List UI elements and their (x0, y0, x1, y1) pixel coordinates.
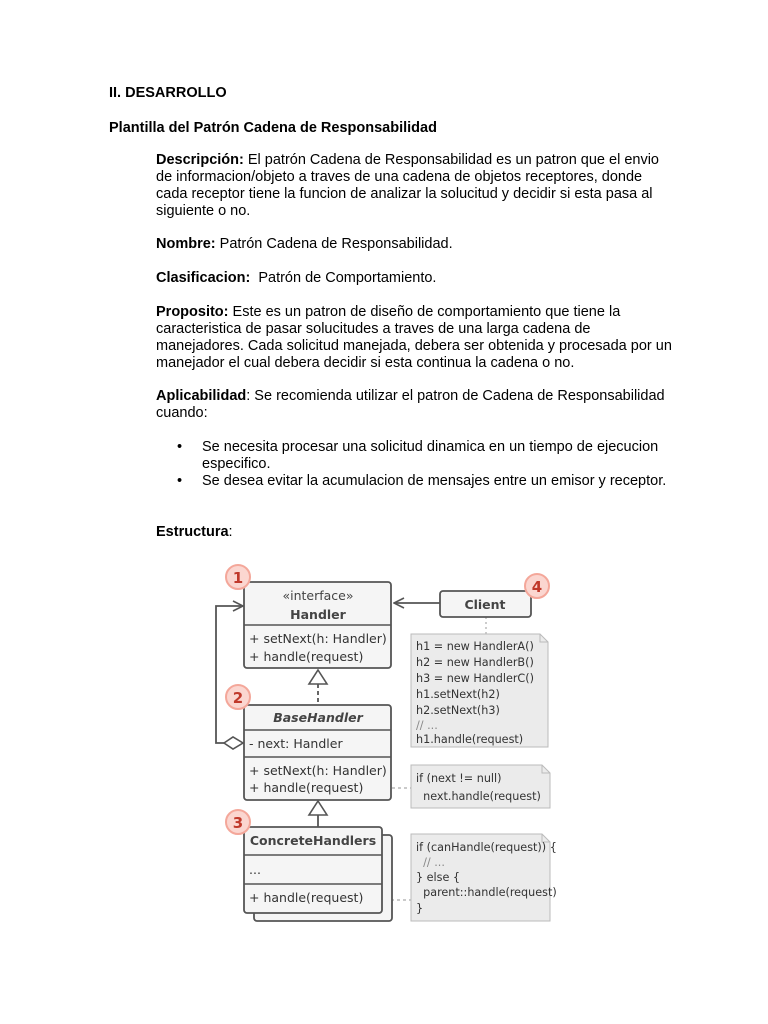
clasificacion-label: Clasificacion: (156, 270, 251, 286)
client-class (440, 591, 531, 617)
concrete-handlers-name: ConcreteHandlers (249, 833, 377, 848)
handler-class (244, 582, 391, 668)
base-handler-note (411, 765, 550, 808)
base-handler-name: BaseHandler (273, 710, 363, 725)
note-line: h1.handle(request) (416, 733, 524, 746)
note-line: } (416, 902, 424, 915)
note-line: } else { (416, 871, 461, 884)
aggregation-line (216, 606, 243, 743)
badge-1 (226, 565, 250, 589)
concrete-handlers-method: + handle(request) (249, 890, 364, 905)
estructura-label: Estructura (156, 524, 229, 540)
base-handler-method: + setNext(h: Handler) (249, 763, 387, 778)
note-line: h3 = new HandlerC() (416, 672, 534, 685)
section-title: II. DESARROLLO (109, 85, 227, 101)
note-line: h1.setNext(h2) (416, 688, 500, 701)
note-line: parent::handle(request) (416, 886, 557, 899)
note-line: // ... (416, 856, 445, 869)
template-title: Plantilla del Patrón Cadena de Responsabilidad (109, 120, 437, 136)
descripcion-text: El patrón Cadena de Responsabilidad es un patron que el envio de informacion/objeto a traves de una cadena de objetos receptores, donde cada receptor tiene la funcion de analizar la solucitud y decidir si esta pasa al siguiente o no. (156, 152, 659, 219)
svg-text:4: 4 (531, 578, 543, 596)
base-handler-field: - next: Handler (249, 736, 343, 751)
handler-stereotype: «interface» (282, 588, 354, 603)
note-line: h2.setNext(h3) (416, 704, 500, 717)
badge-3 (226, 810, 250, 834)
nombre-label: Nombre: (156, 236, 216, 252)
estructura-suffix: : (228, 524, 233, 540)
proposito-label: Proposito: (156, 304, 229, 320)
list-item: • Se desea evitar la acumulacion de mensajes entre un emisor y receptor. (156, 473, 676, 490)
note-line: if (canHandle(request)) { (416, 841, 557, 854)
inheritance-triangle (309, 801, 327, 815)
handler-name: Handler (290, 607, 346, 622)
aplicabilidad-label: Aplicabilidad (156, 388, 247, 404)
base-handler-class (244, 705, 391, 800)
badge-2 (226, 685, 250, 709)
note-line: next.handle(request) (416, 790, 541, 803)
client-name: Client (464, 597, 506, 612)
list-item: • Se necesita procesar una solicitud dinamica en un tiempo de ejecucion especifico. (156, 439, 676, 473)
svg-text:1: 1 (232, 569, 244, 587)
descripcion-label: Descripción: (156, 152, 244, 168)
aggregation-diamond (224, 737, 243, 749)
svg-text:2: 2 (232, 689, 244, 707)
concrete-handlers-class (244, 827, 392, 921)
badge-4 (525, 574, 549, 598)
nombre-text: Patrón Cadena de Responsabilidad. (215, 236, 453, 252)
note-line: if (next != null) (416, 772, 502, 785)
realization-triangle (309, 670, 327, 684)
note-line: h2 = new HandlerB() (416, 656, 534, 669)
clasificacion-text: Patrón de Comportamiento. (250, 270, 437, 286)
proposito-text: Este es un patron de diseño de comportamiento que tiene la caracteristica de pasar solucitudes a traves de una larga cadena de manejadores. Cada solicitud manejada, debera ser obtenida y procesada por un manejador el cual debera decidir si esta continua la cadena o no. (156, 304, 672, 371)
concrete-handlers-note (411, 834, 557, 921)
note-line: // ... (416, 719, 438, 732)
svg-text:3: 3 (232, 814, 244, 832)
concrete-handlers-field: ... (249, 862, 261, 877)
client-note (411, 634, 548, 747)
note-line: h1 = new HandlerA() (416, 640, 534, 653)
handler-method: + setNext(h: Handler) (249, 631, 387, 646)
aplicabilidad-text: : Se recomienda utilizar el patron de Cadena de Responsabilidad cuando: (156, 388, 665, 421)
handler-method: + handle(request) (249, 649, 364, 664)
base-handler-method: + handle(request) (249, 780, 364, 795)
